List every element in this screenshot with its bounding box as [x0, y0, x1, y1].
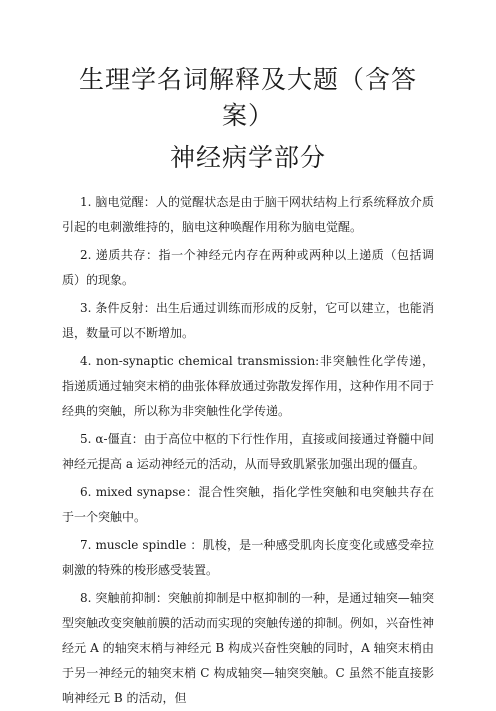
paragraph-5: 5. α-僵直：由于高位中枢的下行性作用，直接或间接通过脊髓中间神经元提高 a 运动神经元的活动，从而导致肌紧张加强出现的僵直。 — [62, 432, 434, 471]
document-subtitle: 神经病学部分 — [169, 143, 326, 172]
document-title: 生理学名词解释及大题（含答案） — [78, 65, 417, 130]
paragraph-4: 4. non-synaptic chemical transmission:非突触性化学传递，指递质通过轴突末梢的曲张体释放通过弥散发挥作用，这种作用不同于经典的突触，所以称为非突触性化学传递。 — [62, 354, 435, 418]
paragraph-8: 8. 突触前抑制：突触前抑制是中枢抑制的一种，是通过轴突—轴突型突触改变突触前膜的活动而实现的突触传递的抑制。例如，兴奋性神经元 A 的轴突末梢与神经元 B 构成兴奋性突触的同时，A 轴突末梢由于另一神经元的轴突末梢 C 构成轴突—轴突突触。C 虽然不能直接影响神经元 B 的活动，但 — [62, 591, 435, 705]
paragraph-3: 3. 条件反射：出生后通过训练而形成的反射，它可以建立，也能消退，数量可以不断增加。 — [62, 301, 434, 340]
paragraph-7: 7. muscle spindle ：肌梭，是一种感受肌肉长度变化或感受牵拉刺激的特殊的梭形感受装置。 — [62, 538, 434, 577]
paragraph-1: 1. 脑电觉醒：人的觉醒状态是由于脑干网状结构上行系统释放介质引起的电刺激维持的，脑电这种唤醒作用称为脑电觉醒。 — [62, 195, 434, 234]
paragraph-2: 2. 递质共存：指一个神经元内存在两种或两种以上递质（包括调质）的现象。 — [62, 248, 434, 287]
paragraph-6: 6. mixed synapse：混合性突触，指化学性突触和电突触共存在于一个突触中。 — [62, 485, 434, 524]
